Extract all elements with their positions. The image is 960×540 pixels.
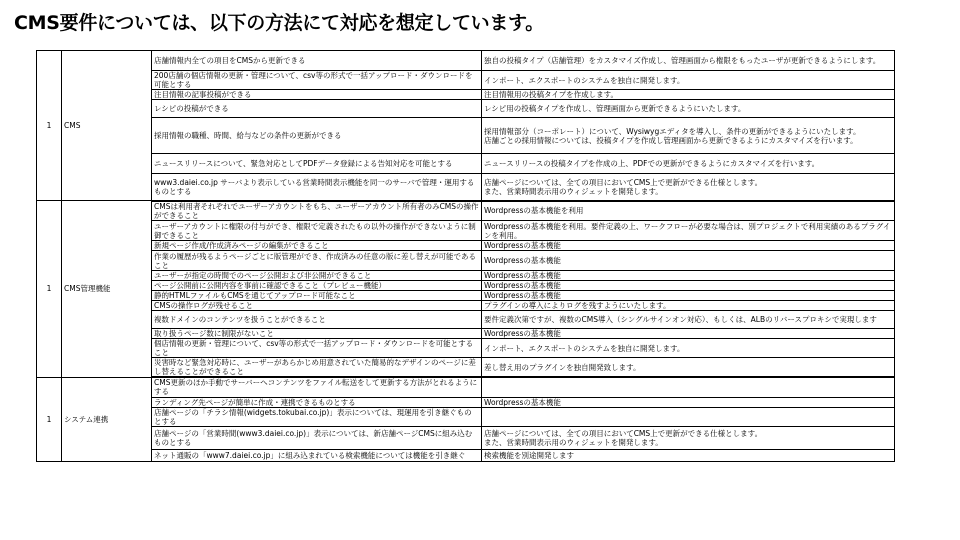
requirement-cell: ユーザーアカウントに権限の付与ができ、権限で定義されたもの以外の操作ができないように制御できること (152, 221, 482, 241)
table-row (37, 377, 895, 397)
response-cell (482, 407, 895, 426)
table-row (37, 339, 895, 358)
response-cell (482, 377, 895, 397)
table-row (37, 397, 895, 407)
response-cell: 差し替え用のプラグインを独自開発致します。 (482, 358, 895, 378)
requirement-cell: 店舗ページの「チラシ情報(widgets.tokubai.co.jp)」表示については、現運用を引き継ぐものとする (152, 407, 482, 426)
category-cell: CMS管理機能 (62, 201, 152, 378)
table-row (37, 100, 895, 118)
response-cell: Wordpressの基本機能 (482, 241, 895, 251)
category-cell: システム連携 (62, 377, 152, 461)
table-row (37, 251, 895, 271)
response-cell: 検索機能を別途開発します (482, 449, 895, 461)
requirement-cell: レシピの投稿ができる (152, 100, 482, 118)
slide-title: CMS要件については、以下の方法にて対応を想定しています。 (14, 12, 544, 34)
response-cell: 店舗ページについては、全ての項目においてCMS上で更新ができる仕様とします。 また、営業時間表示用のウィジェットを開発します。 (482, 174, 895, 201)
requirement-cell: 作業の履歴が残るようページごとに版管理ができ、作成済みの任意の版に差し替えが可能であること (152, 251, 482, 271)
requirement-cell: 店舗ページの「営業時間(www3.daiei.co.jp)」表示については、新店舗ページCMSに組み込むものとする (152, 426, 482, 449)
response-cell: Wordpressの基本機能 (482, 271, 895, 281)
requirement-cell: 取り扱うページ数に制限がないこと (152, 329, 482, 339)
table-row (37, 407, 895, 426)
table-row (37, 154, 895, 174)
response-cell: 店舗ページについては、全ての項目においてCMS上で更新ができる仕様とします。 また、営業時間表示用のウィジェットを開発します。 (482, 426, 895, 449)
requirement-cell: 新規ページ作成/作成済みページの編集ができること (152, 241, 482, 251)
table-row (37, 174, 895, 201)
requirement-cell: 200店舗の個店情報の更新・管理について、csv等の形式で一括アップロード・ダウンロードを可能とする (152, 71, 482, 90)
category-cell: CMS (62, 51, 152, 201)
table-row (37, 291, 895, 301)
response-cell: レシピ用の投稿タイプを作成し、管理画面から更新できるようにいたします。 (482, 100, 895, 118)
requirement-cell: www3.daiei.co.jp サーバより表示している営業時間表示機能を同一のサーバで管理・運用するものとする (152, 174, 482, 201)
requirement-cell: 個店情報の更新・管理について、csv等の形式で一括アップロード・ダウンロードを可能とすること (152, 339, 482, 358)
requirement-cell: 採用情報の職種、時間、給与などの条件の更新ができる (152, 118, 482, 154)
response-cell: Wordpressの基本機能 (482, 281, 895, 291)
row-number: 1 (37, 377, 62, 461)
table-row (37, 241, 895, 251)
table-row (37, 118, 895, 154)
response-cell: インポート、エクスポートのシステムを独自に開発します。 (482, 339, 895, 358)
response-cell: 注目情報用の投稿タイプを作成します。 (482, 90, 895, 100)
requirement-cell: ネット通販の「www7.daiei.co.jp」に組み込まれている検索機能については機能を引き継ぐ (152, 449, 482, 461)
requirement-cell: 静的HTMLファイルもCMSを通じてアップロード可能なこと (152, 291, 482, 301)
response-cell: 採用情報部分（コーポレート）について、Wysiwygエディタを導入し、条件の更新ができるようにいたします。 店舗ごとの採用情報については、投稿タイプを作成し管理画面から更新できるようにカスタマイズを行います。 (482, 118, 895, 154)
response-cell: Wordpressの基本機能を利用 (482, 201, 895, 221)
requirement-cell: ランディング先ページが簡単に作成・連携できるものとする (152, 397, 482, 407)
response-cell: 独自の投稿タイプ（店舗管理）をカスタマイズ作成し、管理画面から権限をもったユーザが更新できるようにします。 (482, 51, 895, 71)
requirement-cell: ニュースリリースについて、緊急対応としてPDFデータ登録による告知対応を可能とする (152, 154, 482, 174)
row-number: 1 (37, 201, 62, 378)
table-row (37, 358, 895, 378)
table-row (37, 271, 895, 281)
table-row (37, 90, 895, 100)
row-number: 1 (37, 51, 62, 201)
requirement-cell: CMS更新のほか手動でサーバーへコンテンツをファイル転送をして更新する方法がとれるようにする (152, 377, 482, 397)
table-row (37, 329, 895, 339)
requirements-table (36, 50, 895, 462)
table-row (37, 311, 895, 329)
table-row (37, 449, 895, 461)
table-row (37, 301, 895, 311)
requirement-cell: ユーザーが指定の時間でのページ公開および非公開ができること (152, 271, 482, 281)
table-row (37, 426, 895, 449)
table-row (37, 281, 895, 291)
response-cell: プラグインの導入によりログを残すようにいたします。 (482, 301, 895, 311)
requirement-cell: CMSは利用者それぞれでユーザーアカウントをもち、ユーザーアカウント所有者のみCMSの操作ができること (152, 201, 482, 221)
table-row (37, 201, 895, 221)
response-cell: Wordpressの基本機能を利用。要件定義の上、ワークフローが必要な場合は、別プロジェクトで利用実績のあるプラグインを利用。 (482, 221, 895, 241)
requirement-cell: 複数ドメインのコンテンツを扱うことができること (152, 311, 482, 329)
requirement-cell: 店舗情報内全ての項目をCMSから更新できる (152, 51, 482, 71)
requirement-cell: ページ公開前に公開内容を事前に確認できること（プレビュー機能） (152, 281, 482, 291)
response-cell: インポート、エクスポートのシステムを独自に開発します。 (482, 71, 895, 90)
response-cell: Wordpressの基本機能 (482, 397, 895, 407)
response-cell: ニュースリリースの投稿タイプを作成の上、PDFでの更新ができるようにカスタマイズを行います。 (482, 154, 895, 174)
response-cell: Wordpressの基本機能 (482, 251, 895, 271)
requirement-cell: CMSの操作ログが残せること (152, 301, 482, 311)
requirement-cell: 注目情報の記事投稿ができる (152, 90, 482, 100)
table-row (37, 221, 895, 241)
table-row (37, 71, 895, 90)
response-cell: Wordpressの基本機能 (482, 329, 895, 339)
requirement-cell: 災害時など緊急対応時に、ユーザーがあらかじめ用意されていた簡易的なデザインのページに差し替えることができること (152, 358, 482, 378)
response-cell: Wordpressの基本機能 (482, 291, 895, 301)
table-row (37, 51, 895, 71)
response-cell: 要件定義次第ですが、複数のCMS導入（シングルサインオン対応）、もしくは、ALBのリバースプロキシで実現します (482, 311, 895, 329)
